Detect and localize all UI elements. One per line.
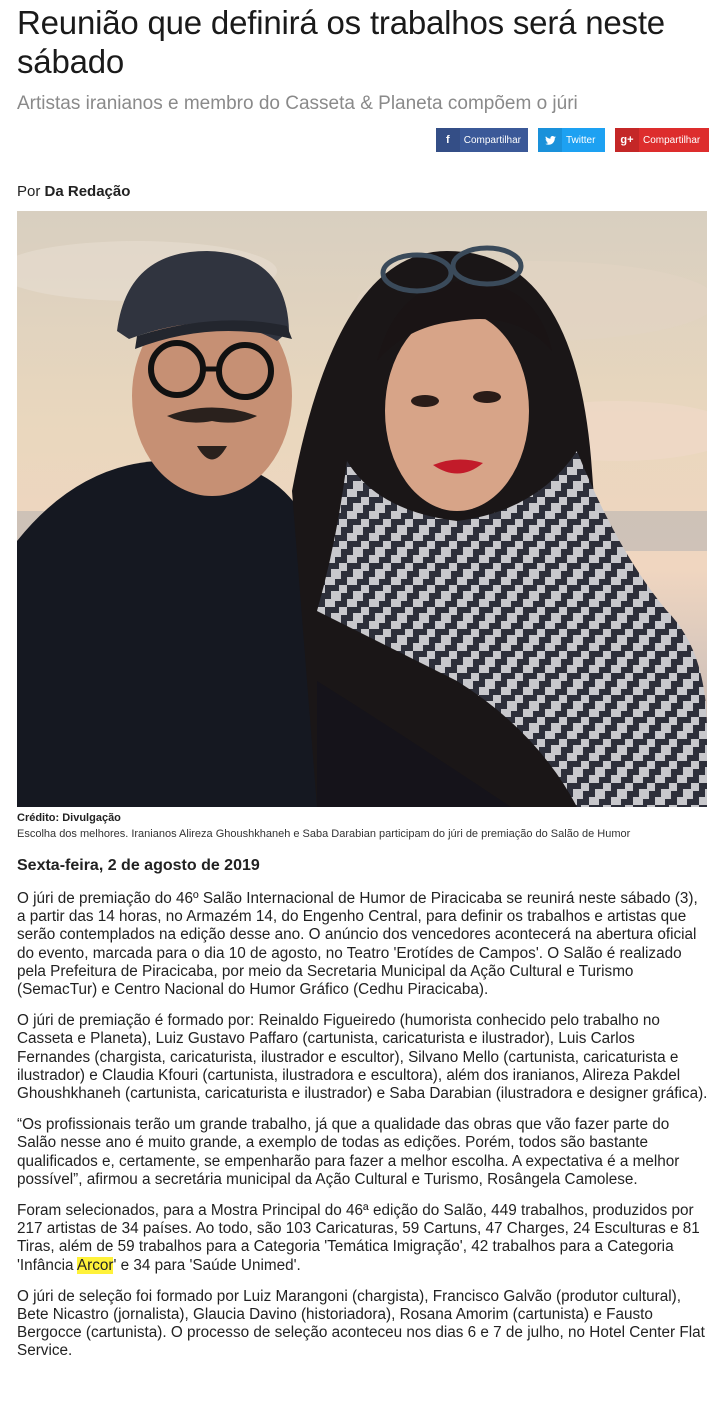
photo-credit: Crédito: Divulgação [17,812,121,824]
article-paragraph: O júri de premiação é formado por: Reinaldo Figueiredo (humorista conhecido pelo trabalho no Casseta e Planeta), Luiz Gustavo Paffaro (cartunista, caricaturista e ilustrador), Luis Carlos Fernandes (chargista, caricaturista, ilustrador e escultor), Silvano Mello (cartunista, caricaturista e ilustrador) e Claudia Kfouri (cartunista, ilustradora e escultora), além dos iranianos, Alireza Pakdel Ghoushkhaneh (cartunista, caricaturista e ilustrador) e Saba Darabian (ilustradora e designer gráfica). [17,1012,708,1103]
share-bar [436,128,709,152]
twitter-share-button[interactable] [538,128,605,152]
article-paragraph: “Os profissionais terão um grande trabalho, já que a qualidade das obras que vão fazer parte do Salão nesse ano é muito grande, a exemplo de todas as edições. Porém, todos são bastante qualificados e, certamente, se empenharão para fazer a melhor escolha. A expectativa é a melhor possível”, afirmou a secretária municipal da Ação Cultural e Turismo, Rosângela Camolese. [17,1116,680,1188]
photo-caption: Escolha dos melhores. Iranianos Alireza Ghoushkhaneh e Saba Darabian participam do júri de premiação do Salão de Humor [17,828,631,840]
article-paragraph: O júri de premiação do 46º Salão Internacional de Humor de Piracicaba se reunirá neste sábado (3), a partir das 14 horas, no Armazém 14, do Engenho Central, para definir os trabalhos e artistas que serão contemplados na edição desse ano. O anúncio dos vencedores acontecerá na abertura oficial do evento, marcada para o dia 10 de agosto, no Teatro 'Erotídes de Campos'. O Salão é realizado pela Prefeitura de Piracicaba, por meio da Secretaria Municipal da Ação Cultural e Turismo (SemacTur) e Centro Nacional do Humor Gráfico (Cedhu Piracicaba). [17,890,698,999]
facebook-share-button[interactable] [436,128,528,152]
byline [17,183,130,200]
article-paragraph [17,1202,709,1275]
article-body [17,890,709,1374]
twitter-icon [538,128,562,152]
article-container [17,0,709,1360]
googleplus-share-label: Compartilhar [643,134,701,146]
googleplus-icon: g+ [615,128,639,152]
paragraph-text: ' e 34 para 'Saúde Unimed'. [113,1256,301,1274]
article-date: Sexta-feira, 2 de agosto de 2019 [17,857,260,874]
article-paragraph: O júri de seleção foi formado por Luiz Marangoni (chargista), Francisco Galvão (produtor cultural), Bete Nicastro (jornalista), Glaucia Davino (historiadora), Rosana Amorim (cartunista) e Fausto Bergocce (cartunista). O processo de seleção aconteceu nos dias 6 e 7 de julho, no Hotel Center Flat Service. [17,1287,705,1360]
article-photo-image [17,211,707,807]
article-photo [17,211,707,807]
byline-prefix: Por [17,183,45,200]
article-title: Reunião que definirá os trabalhos será neste sábado [17,4,665,80]
article-subtitle: Artistas iranianos e membro do Casseta & Planeta compõem o júri [17,93,578,114]
highlighted-term: Arcor [76,1256,114,1274]
facebook-icon: f [436,128,460,152]
paragraph-text: Foram selecionados, para a Mostra Principal do 46ª edição do Salão, 449 trabalhos, produzidos por 217 artistas de 34 países. Ao todo, são 103 Caricaturas, 59 Cartuns, 47 Charges, 24 Esculturas e 81 Tiras, além de 59 trabalhos para a Categoria 'Temática Imigração', 42 trabalhos para a Categoria 'Infância [17,1202,700,1274]
byline-author: Da Redação [44,183,131,200]
facebook-share-label: Compartilhar [463,134,521,146]
googleplus-share-button[interactable] [615,128,709,152]
twitter-share-label: Twitter [566,134,596,146]
